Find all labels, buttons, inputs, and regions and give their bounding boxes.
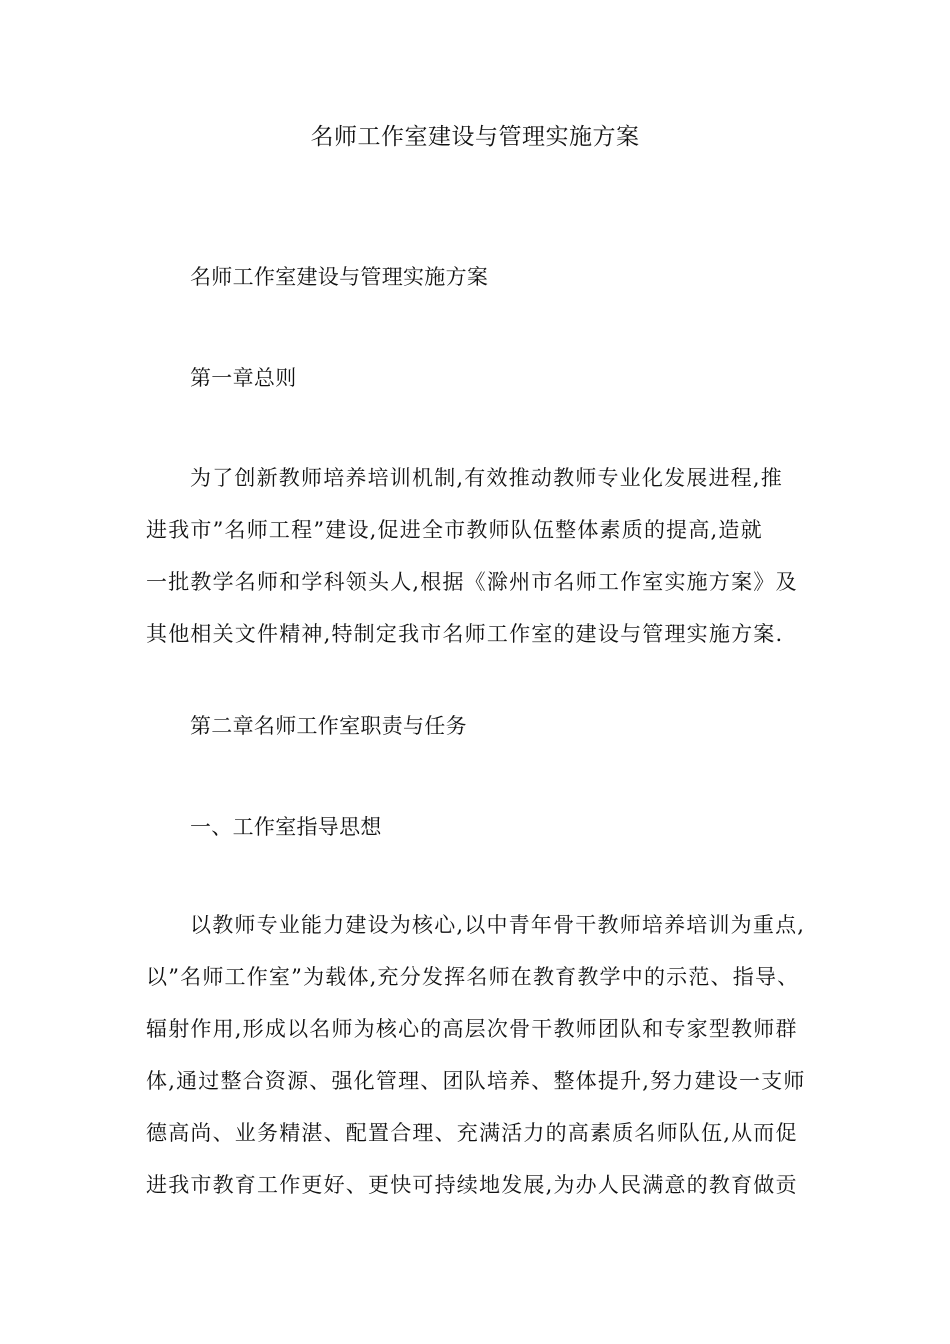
paragraph-line: 一批教学名师和学科领头人,根据《滁州市名师工作室实施方案》及	[146, 570, 798, 594]
paragraph-line: 进我市”名师工程”建设,促进全市教师队伍整体素质的提高,造就	[146, 518, 763, 542]
paragraph-line: 为了创新教师培养培训机制,有效推动教师专业化发展进程,推	[190, 466, 783, 490]
paragraph-line: 德高尚、业务精湛、配置合理、充满活力的高素质名师队伍,从而促	[146, 1121, 798, 1145]
paragraph-line: 其他相关文件精神,特制定我市名师工作室的建设与管理实施方案.	[146, 622, 784, 646]
chapter-one-heading: 第一章总则	[190, 366, 297, 390]
paragraph-line: 进我市教育工作更好、更快可持续地发展,为办人民满意的教育做贡	[146, 1173, 798, 1197]
chapter-two-heading: 第二章名师工作室职责与任务	[190, 714, 467, 738]
document-subtitle: 名师工作室建设与管理实施方案	[190, 265, 489, 289]
paragraph-line: 体,通过整合资源、强化管理、团队培养、整体提升,努力建设一支师	[146, 1069, 806, 1093]
paragraph-guiding-ideology	[146, 899, 816, 1211]
paragraph-line: 以教师专业能力建设为核心,以中青年骨干教师培养培训为重点,	[190, 913, 806, 937]
document-title: 名师工作室建设与管理实施方案	[310, 124, 640, 150]
section-one-heading: 一、工作室指导思想	[190, 815, 382, 839]
paragraph-line: 辐射作用,形成以名师为核心的高层次骨干教师团队和专家型教师群	[146, 1017, 798, 1041]
paragraph-line: 以”名师工作室”为载体,充分发挥名师在教育教学中的示范、指导、	[146, 965, 800, 989]
paragraph-general-principles	[146, 452, 816, 660]
